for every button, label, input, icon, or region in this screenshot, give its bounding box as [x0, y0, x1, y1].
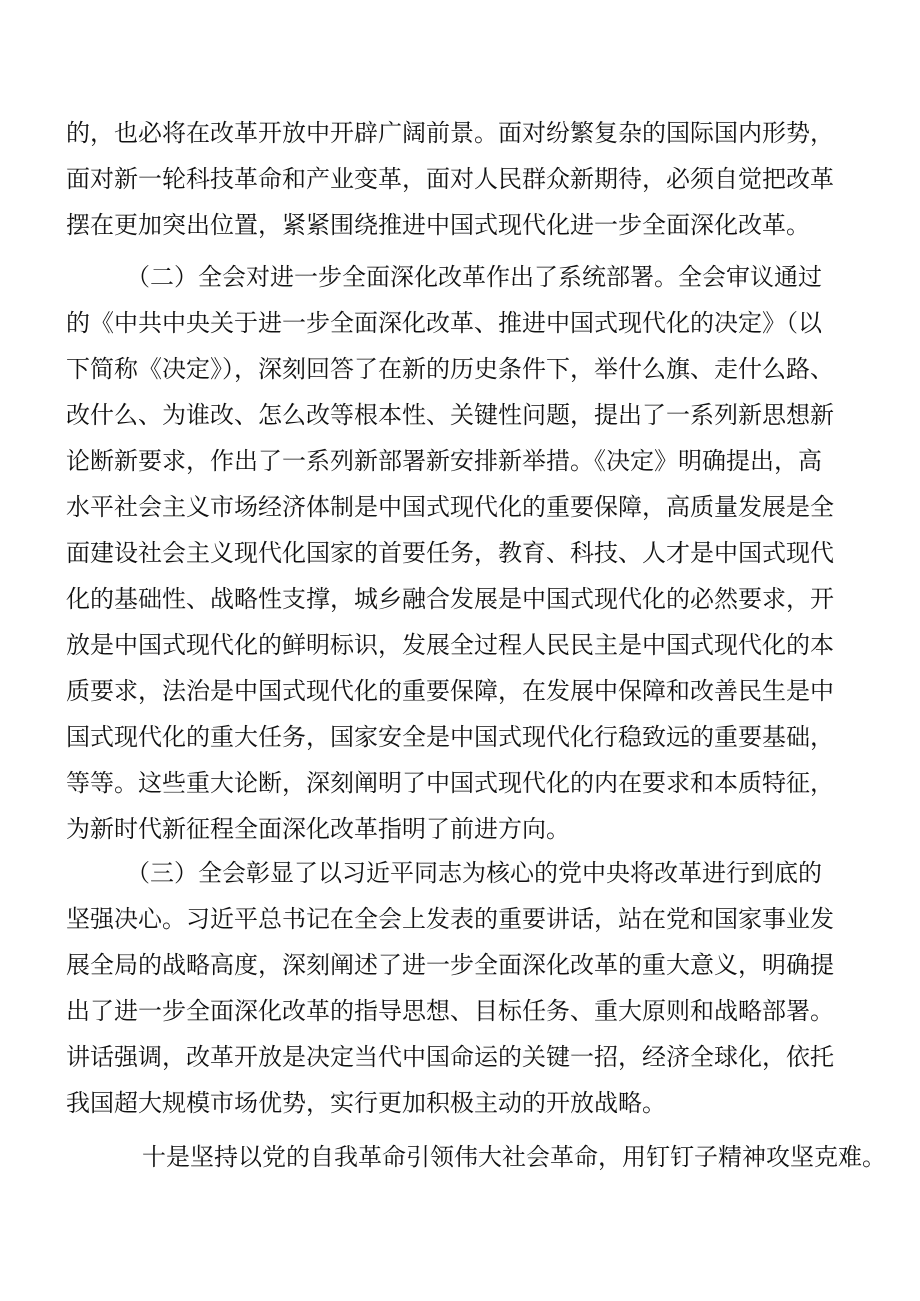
- paragraph-line: 改什么、为谁改、怎么改等根本性、关键性问题，提出了一系列新思想新: [66, 401, 834, 429]
- paragraph-line: 坚强决心。习近平总书记在全会上发表的重要讲话，站在党和国家事业发: [66, 905, 834, 933]
- paragraph-line: 下简称《决定》），深刻回答了在新的历史条件下，举什么旗、走什么路、: [66, 355, 834, 383]
- paragraph-line: 面对新一轮科技革命和产业变革，面对人民群众新期待，必须自觉把改革: [66, 165, 834, 193]
- paragraph-line: 展全局的战略高度，深刻阐述了进一步全面深化改革的重大意义，明确提: [66, 951, 834, 979]
- paragraph-line: 的《中共中央关于进一步全面深化改革、推进中国式现代化的决定》（以: [66, 309, 822, 337]
- paragraph-line: 出了进一步全面深化改革的指导思想、目标任务、重大原则和战略部署。: [66, 997, 834, 1025]
- paragraph-line: （二）全会对进一步全面深化改革作出了系统部署。全会审议通过: [126, 263, 822, 291]
- paragraph-line: 论断新要求，作出了一系列新部署新安排新举措。《决定》明确提出，高: [66, 447, 822, 475]
- paragraph-line: 化的基础性、战略性支撑，城乡融合发展是中国式现代化的必然要求，开: [66, 585, 834, 613]
- paragraph-line: 质要求，法治是中国式现代化的重要保障，在发展中保障和改善民生是中: [66, 677, 834, 705]
- paragraph-line: 我国超大规模市场优势，实行更加积极主动的开放战略。: [66, 1089, 666, 1117]
- paragraph-3: [66, 850, 856, 1126]
- paragraph-1: [66, 110, 856, 248]
- paragraph-2: [66, 254, 856, 852]
- paragraph-line: 摆在更加突出位置，紧紧围绕推进中国式现代化进一步全面深化改革。: [66, 211, 810, 239]
- paragraph-line: 讲话强调，改革开放是决定当代中国命运的关键一招，经济全球化，依托: [66, 1043, 834, 1071]
- paragraph-line: 等等。这些重大论断，深刻阐明了中国式现代化的内在要求和本质特征，: [66, 769, 834, 797]
- paragraph-line: 十是坚持以党的自我革命引领伟大社会革命，用钉钉子精神攻坚克难。: [142, 1143, 886, 1171]
- paragraph-line: 为新时代新征程全面深化改革指明了前进方向。: [66, 815, 570, 843]
- paragraph-4: [66, 1134, 886, 1180]
- paragraph-line: 面建设社会主义现代化国家的首要任务，教育、科技、人才是中国式现代: [66, 539, 834, 567]
- paragraph-line: 的，也必将在改革开放中开辟广阔前景。面对纷繁复杂的国际国内形势，: [66, 119, 834, 147]
- paragraph-line: （三）全会彰显了以习近平同志为核心的党中央将改革进行到底的: [126, 859, 822, 887]
- paragraph-line: 水平社会主义市场经济体制是中国式现代化的重要保障，高质量发展是全: [66, 493, 834, 521]
- paragraph-line: 国式现代化的重大任务，国家安全是中国式现代化行稳致远的重要基础，: [66, 723, 834, 751]
- paragraph-line: 放是中国式现代化的鲜明标识，发展全过程人民民主是中国式现代化的本: [66, 631, 834, 659]
